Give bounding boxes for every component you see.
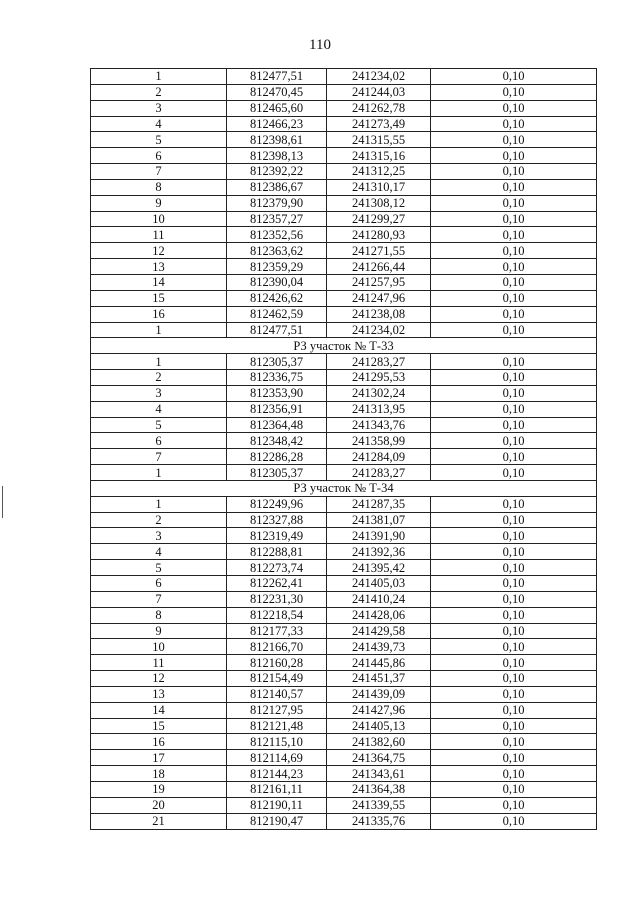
y-coordinate-cell: 241283,27 — [327, 354, 431, 370]
point-number-cell: 12 — [91, 243, 227, 259]
accuracy-cell: 0,10 — [431, 132, 597, 148]
accuracy-cell: 0,10 — [431, 195, 597, 211]
y-coordinate-cell: 241257,95 — [327, 274, 431, 290]
x-coordinate-cell: 812352,56 — [227, 227, 327, 243]
point-number-cell: 8 — [91, 607, 227, 623]
accuracy-cell: 0,10 — [431, 306, 597, 322]
table-row — [91, 148, 597, 164]
point-number-cell: 11 — [91, 227, 227, 243]
table-row — [91, 781, 597, 797]
accuracy-cell: 0,10 — [431, 686, 597, 702]
table-row — [91, 164, 597, 180]
accuracy-cell: 0,10 — [431, 766, 597, 782]
x-coordinate-cell: 812190,47 — [227, 813, 327, 829]
section-header-row — [91, 338, 597, 354]
x-coordinate-cell: 812466,23 — [227, 116, 327, 132]
table-row — [91, 290, 597, 306]
x-coordinate-cell: 812262,41 — [227, 576, 327, 592]
point-number-cell: 4 — [91, 116, 227, 132]
accuracy-cell: 0,10 — [431, 560, 597, 576]
table-row — [91, 417, 597, 433]
y-coordinate-cell: 241391,90 — [327, 528, 431, 544]
point-number-cell: 1 — [91, 69, 227, 85]
accuracy-cell: 0,10 — [431, 164, 597, 180]
point-number-cell: 13 — [91, 259, 227, 275]
y-coordinate-cell: 241273,49 — [327, 116, 431, 132]
table-row — [91, 607, 597, 623]
accuracy-cell: 0,10 — [431, 734, 597, 750]
accuracy-cell: 0,10 — [431, 496, 597, 512]
point-number-cell: 7 — [91, 449, 227, 465]
accuracy-cell: 0,10 — [431, 259, 597, 275]
x-coordinate-cell: 812249,96 — [227, 496, 327, 512]
x-coordinate-cell: 812392,22 — [227, 164, 327, 180]
accuracy-cell: 0,10 — [431, 84, 597, 100]
table-row — [91, 528, 597, 544]
table-row — [91, 639, 597, 655]
x-coordinate-cell: 812154,49 — [227, 671, 327, 687]
table-row — [91, 797, 597, 813]
accuracy-cell: 0,10 — [431, 385, 597, 401]
y-coordinate-cell: 241392,36 — [327, 544, 431, 560]
table-row — [91, 354, 597, 370]
section-title: РЗ участок № Т-33 — [91, 338, 597, 354]
y-coordinate-cell: 241244,03 — [327, 84, 431, 100]
point-number-cell: 15 — [91, 718, 227, 734]
point-number-cell: 3 — [91, 100, 227, 116]
point-number-cell: 16 — [91, 306, 227, 322]
table-row — [91, 84, 597, 100]
point-number-cell: 7 — [91, 591, 227, 607]
x-coordinate-cell: 812398,61 — [227, 132, 327, 148]
table-row — [91, 179, 597, 195]
accuracy-cell: 0,10 — [431, 116, 597, 132]
accuracy-cell: 0,10 — [431, 544, 597, 560]
point-number-cell: 1 — [91, 322, 227, 338]
point-number-cell: 13 — [91, 686, 227, 702]
point-number-cell: 17 — [91, 750, 227, 766]
table-row — [91, 591, 597, 607]
point-number-cell: 5 — [91, 132, 227, 148]
table-row — [91, 243, 597, 259]
table-row — [91, 766, 597, 782]
point-number-cell: 14 — [91, 702, 227, 718]
y-coordinate-cell: 241247,96 — [327, 290, 431, 306]
table-row — [91, 655, 597, 671]
y-coordinate-cell: 241234,02 — [327, 322, 431, 338]
accuracy-cell: 0,10 — [431, 797, 597, 813]
accuracy-cell: 0,10 — [431, 227, 597, 243]
coordinates-table — [90, 68, 597, 830]
x-coordinate-cell: 812305,37 — [227, 354, 327, 370]
y-coordinate-cell: 241308,12 — [327, 195, 431, 211]
accuracy-cell: 0,10 — [431, 243, 597, 259]
accuracy-cell: 0,10 — [431, 671, 597, 687]
table-row — [91, 544, 597, 560]
accuracy-cell: 0,10 — [431, 781, 597, 797]
x-coordinate-cell: 812348,42 — [227, 433, 327, 449]
table-row — [91, 702, 597, 718]
table-row — [91, 686, 597, 702]
x-coordinate-cell: 812114,69 — [227, 750, 327, 766]
table-row — [91, 512, 597, 528]
table-row — [91, 69, 597, 85]
coordinates-table-body — [91, 69, 597, 830]
x-coordinate-cell: 812477,51 — [227, 322, 327, 338]
y-coordinate-cell: 241315,55 — [327, 132, 431, 148]
accuracy-cell: 0,10 — [431, 401, 597, 417]
y-coordinate-cell: 241410,24 — [327, 591, 431, 607]
accuracy-cell: 0,10 — [431, 290, 597, 306]
x-coordinate-cell: 812386,67 — [227, 179, 327, 195]
x-coordinate-cell: 812398,13 — [227, 148, 327, 164]
y-coordinate-cell: 241284,09 — [327, 449, 431, 465]
y-coordinate-cell: 241395,42 — [327, 560, 431, 576]
x-coordinate-cell: 812218,54 — [227, 607, 327, 623]
accuracy-cell: 0,10 — [431, 354, 597, 370]
y-coordinate-cell: 241427,96 — [327, 702, 431, 718]
table-row — [91, 370, 597, 386]
x-coordinate-cell: 812190,11 — [227, 797, 327, 813]
y-coordinate-cell: 241315,16 — [327, 148, 431, 164]
table-row — [91, 259, 597, 275]
x-coordinate-cell: 812115,10 — [227, 734, 327, 750]
table-row — [91, 623, 597, 639]
accuracy-cell: 0,10 — [431, 100, 597, 116]
point-number-cell: 1 — [91, 354, 227, 370]
y-coordinate-cell: 241266,44 — [327, 259, 431, 275]
x-coordinate-cell: 812470,45 — [227, 84, 327, 100]
y-coordinate-cell: 241312,25 — [327, 164, 431, 180]
y-coordinate-cell: 241299,27 — [327, 211, 431, 227]
y-coordinate-cell: 241295,53 — [327, 370, 431, 386]
accuracy-cell: 0,10 — [431, 322, 597, 338]
section-header-row — [91, 480, 597, 496]
point-number-cell: 12 — [91, 671, 227, 687]
x-coordinate-cell: 812426,62 — [227, 290, 327, 306]
y-coordinate-cell: 241381,07 — [327, 512, 431, 528]
table-row — [91, 116, 597, 132]
y-coordinate-cell: 241382,60 — [327, 734, 431, 750]
y-coordinate-cell: 241302,24 — [327, 385, 431, 401]
page-number: 110 — [309, 37, 331, 53]
y-coordinate-cell: 241405,03 — [327, 576, 431, 592]
x-coordinate-cell: 812359,29 — [227, 259, 327, 275]
accuracy-cell: 0,10 — [431, 623, 597, 639]
accuracy-cell: 0,10 — [431, 813, 597, 829]
y-coordinate-cell: 241358,99 — [327, 433, 431, 449]
accuracy-cell: 0,10 — [431, 417, 597, 433]
y-coordinate-cell: 241335,76 — [327, 813, 431, 829]
x-coordinate-cell: 812462,59 — [227, 306, 327, 322]
margin-mark — [2, 486, 3, 518]
x-coordinate-cell: 812336,75 — [227, 370, 327, 386]
point-number-cell: 21 — [91, 813, 227, 829]
point-number-cell: 14 — [91, 274, 227, 290]
table-row — [91, 401, 597, 417]
table-row — [91, 734, 597, 750]
table-row — [91, 274, 597, 290]
point-number-cell: 16 — [91, 734, 227, 750]
y-coordinate-cell: 241364,75 — [327, 750, 431, 766]
x-coordinate-cell: 812465,60 — [227, 100, 327, 116]
table-row — [91, 465, 597, 481]
x-coordinate-cell: 812166,70 — [227, 639, 327, 655]
table-row — [91, 385, 597, 401]
accuracy-cell: 0,10 — [431, 718, 597, 734]
x-coordinate-cell: 812127,95 — [227, 702, 327, 718]
table-row — [91, 576, 597, 592]
x-coordinate-cell: 812327,88 — [227, 512, 327, 528]
x-coordinate-cell: 812363,62 — [227, 243, 327, 259]
y-coordinate-cell: 241283,27 — [327, 465, 431, 481]
table-row — [91, 211, 597, 227]
accuracy-cell: 0,10 — [431, 449, 597, 465]
y-coordinate-cell: 241339,55 — [327, 797, 431, 813]
table-row — [91, 750, 597, 766]
y-coordinate-cell: 241364,38 — [327, 781, 431, 797]
point-number-cell: 3 — [91, 385, 227, 401]
table-row — [91, 718, 597, 734]
point-number-cell: 4 — [91, 544, 227, 560]
point-number-cell: 10 — [91, 211, 227, 227]
accuracy-cell: 0,10 — [431, 148, 597, 164]
x-coordinate-cell: 812161,11 — [227, 781, 327, 797]
y-coordinate-cell: 241439,73 — [327, 639, 431, 655]
y-coordinate-cell: 241439,09 — [327, 686, 431, 702]
y-coordinate-cell: 241343,61 — [327, 766, 431, 782]
point-number-cell: 2 — [91, 370, 227, 386]
section-title: РЗ участок № Т-34 — [91, 480, 597, 496]
point-number-cell: 1 — [91, 496, 227, 512]
point-number-cell: 6 — [91, 433, 227, 449]
accuracy-cell: 0,10 — [431, 528, 597, 544]
point-number-cell: 8 — [91, 179, 227, 195]
y-coordinate-cell: 241405,13 — [327, 718, 431, 734]
y-coordinate-cell: 241280,93 — [327, 227, 431, 243]
point-number-cell: 3 — [91, 528, 227, 544]
accuracy-cell: 0,10 — [431, 433, 597, 449]
y-coordinate-cell: 241428,06 — [327, 607, 431, 623]
accuracy-cell: 0,10 — [431, 576, 597, 592]
point-number-cell: 6 — [91, 576, 227, 592]
point-number-cell: 15 — [91, 290, 227, 306]
point-number-cell: 9 — [91, 623, 227, 639]
point-number-cell: 18 — [91, 766, 227, 782]
point-number-cell: 4 — [91, 401, 227, 417]
y-coordinate-cell: 241271,55 — [327, 243, 431, 259]
accuracy-cell: 0,10 — [431, 69, 597, 85]
x-coordinate-cell: 812477,51 — [227, 69, 327, 85]
accuracy-cell: 0,10 — [431, 179, 597, 195]
y-coordinate-cell: 241287,35 — [327, 496, 431, 512]
table-row — [91, 227, 597, 243]
point-number-cell: 6 — [91, 148, 227, 164]
table-row — [91, 813, 597, 829]
table-row — [91, 100, 597, 116]
table-row — [91, 496, 597, 512]
table-row — [91, 433, 597, 449]
x-coordinate-cell: 812305,37 — [227, 465, 327, 481]
x-coordinate-cell: 812356,91 — [227, 401, 327, 417]
accuracy-cell: 0,10 — [431, 465, 597, 481]
table-row — [91, 195, 597, 211]
y-coordinate-cell: 241445,86 — [327, 655, 431, 671]
accuracy-cell: 0,10 — [431, 655, 597, 671]
x-coordinate-cell: 812357,27 — [227, 211, 327, 227]
y-coordinate-cell: 241343,76 — [327, 417, 431, 433]
x-coordinate-cell: 812177,33 — [227, 623, 327, 639]
table-row — [91, 322, 597, 338]
point-number-cell: 10 — [91, 639, 227, 655]
y-coordinate-cell: 241310,17 — [327, 179, 431, 195]
x-coordinate-cell: 812231,30 — [227, 591, 327, 607]
x-coordinate-cell: 812144,23 — [227, 766, 327, 782]
accuracy-cell: 0,10 — [431, 370, 597, 386]
point-number-cell: 7 — [91, 164, 227, 180]
point-number-cell: 9 — [91, 195, 227, 211]
table-row — [91, 306, 597, 322]
x-coordinate-cell: 812288,81 — [227, 544, 327, 560]
accuracy-cell: 0,10 — [431, 274, 597, 290]
point-number-cell: 5 — [91, 417, 227, 433]
point-number-cell: 2 — [91, 512, 227, 528]
point-number-cell: 20 — [91, 797, 227, 813]
y-coordinate-cell: 241429,58 — [327, 623, 431, 639]
table-row — [91, 560, 597, 576]
accuracy-cell: 0,10 — [431, 702, 597, 718]
y-coordinate-cell: 241451,37 — [327, 671, 431, 687]
point-number-cell: 19 — [91, 781, 227, 797]
x-coordinate-cell: 812140,57 — [227, 686, 327, 702]
x-coordinate-cell: 812160,28 — [227, 655, 327, 671]
point-number-cell: 11 — [91, 655, 227, 671]
y-coordinate-cell: 241313,95 — [327, 401, 431, 417]
point-number-cell: 1 — [91, 465, 227, 481]
y-coordinate-cell: 241234,02 — [327, 69, 431, 85]
accuracy-cell: 0,10 — [431, 591, 597, 607]
table-row — [91, 671, 597, 687]
x-coordinate-cell: 812353,90 — [227, 385, 327, 401]
accuracy-cell: 0,10 — [431, 750, 597, 766]
y-coordinate-cell: 241238,08 — [327, 306, 431, 322]
x-coordinate-cell: 812273,74 — [227, 560, 327, 576]
accuracy-cell: 0,10 — [431, 211, 597, 227]
y-coordinate-cell: 241262,78 — [327, 100, 431, 116]
point-number-cell: 2 — [91, 84, 227, 100]
x-coordinate-cell: 812319,49 — [227, 528, 327, 544]
x-coordinate-cell: 812364,48 — [227, 417, 327, 433]
x-coordinate-cell: 812121,48 — [227, 718, 327, 734]
accuracy-cell: 0,10 — [431, 512, 597, 528]
accuracy-cell: 0,10 — [431, 639, 597, 655]
x-coordinate-cell: 812379,90 — [227, 195, 327, 211]
table-row — [91, 449, 597, 465]
table-row — [91, 132, 597, 148]
x-coordinate-cell: 812390,04 — [227, 274, 327, 290]
point-number-cell: 5 — [91, 560, 227, 576]
accuracy-cell: 0,10 — [431, 607, 597, 623]
x-coordinate-cell: 812286,28 — [227, 449, 327, 465]
